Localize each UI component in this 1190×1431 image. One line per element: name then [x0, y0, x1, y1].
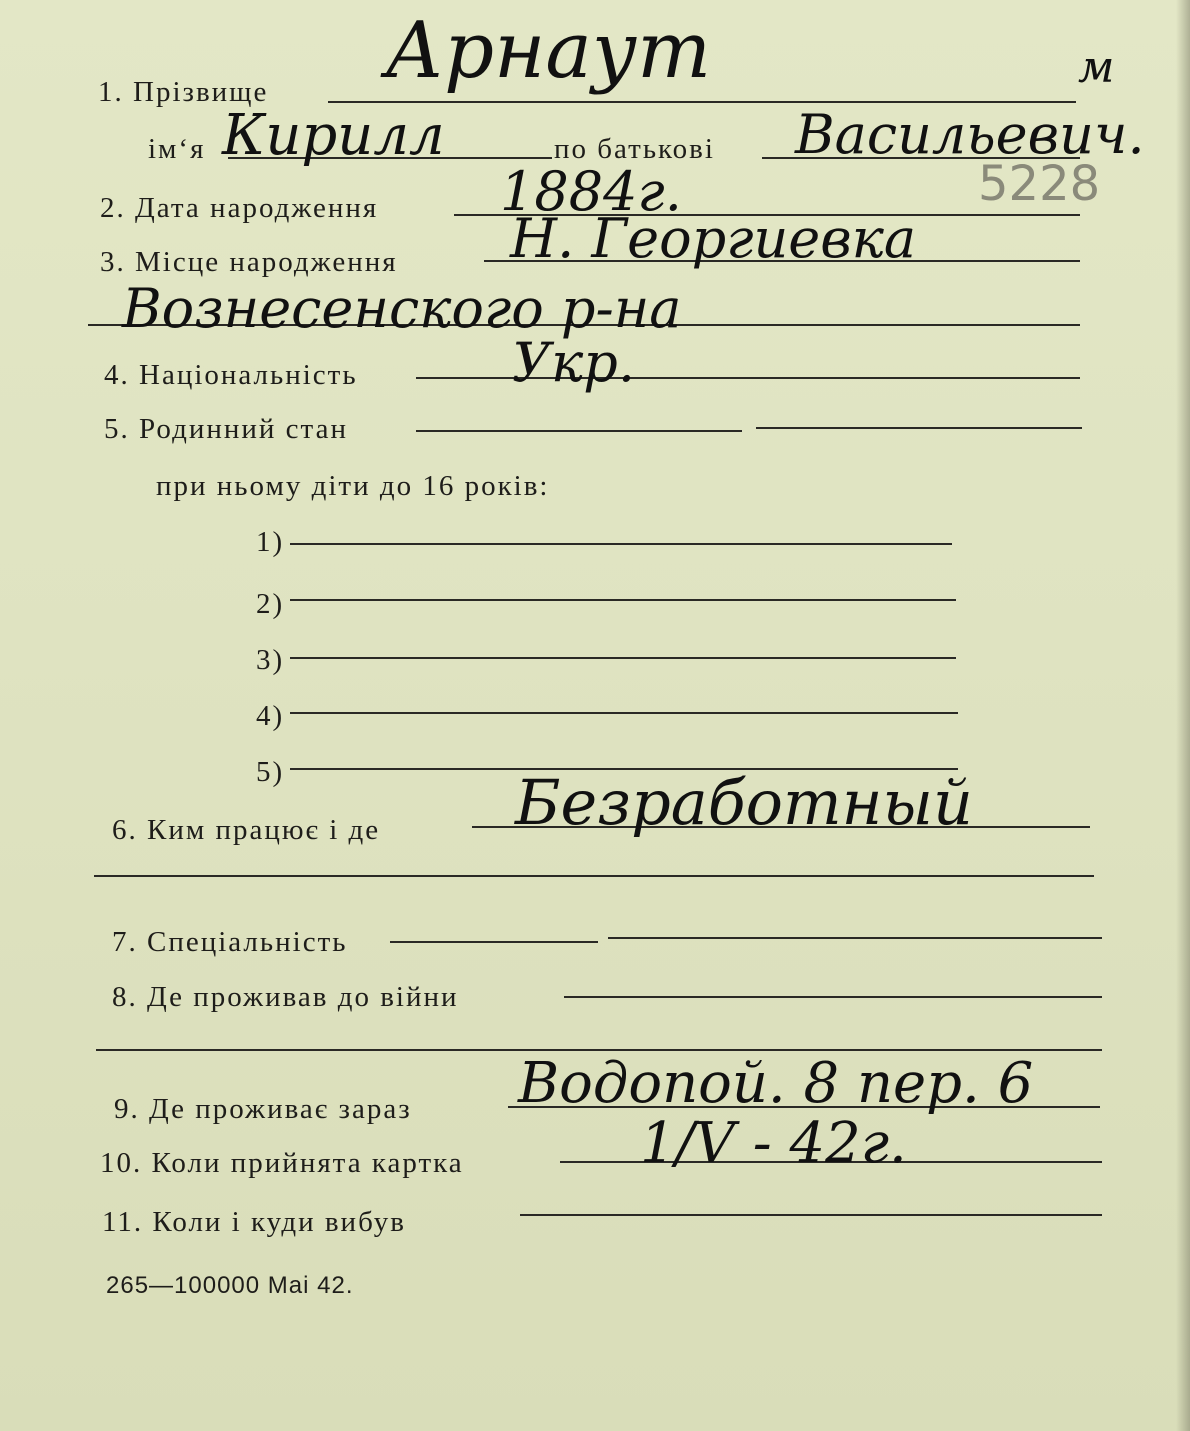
line-specialty-2 — [608, 937, 1102, 939]
hw-birth-place-2: Вознесенского р-на — [122, 277, 682, 340]
label-surname: 1. Прізвище — [98, 76, 269, 108]
line-marital-status-1 — [416, 430, 742, 432]
hw-current-address: Водопой. 8 пер. 6 — [518, 1051, 1034, 1116]
label-child-4: 4) — [256, 700, 285, 732]
hw-birth-date: 1884г. — [500, 160, 682, 223]
line-child-3 — [290, 657, 956, 659]
hw-sex-mark: м — [1078, 42, 1115, 93]
hw-occupation: Безработный — [515, 766, 973, 839]
label-first-name: ім‘я — [148, 133, 206, 165]
label-nationality: 4. Національність — [104, 359, 358, 391]
label-current-address: 9. Де проживає зараз — [114, 1093, 412, 1125]
line-marital-status-2 — [756, 427, 1082, 429]
label-patronymic: по батькові — [554, 133, 715, 165]
hw-birth-place-1: Н. Георгиевка — [510, 207, 917, 270]
label-children: при ньому діти до 16 років: — [156, 470, 550, 502]
hw-card-date: 1/V - 42г. — [640, 1111, 907, 1176]
label-child-1: 1) — [256, 526, 285, 558]
label-departure: 11. Коли і куди вибув — [102, 1206, 406, 1238]
label-child-2: 2) — [256, 588, 285, 620]
label-specialty: 7. Спеціальність — [112, 926, 348, 958]
label-marital-status: 5. Родинний стан — [104, 413, 348, 445]
hw-patronymic: Васильевич. — [795, 103, 1145, 166]
label-birth-date: 2. Дата народження — [100, 192, 379, 224]
line-departure — [520, 1214, 1102, 1216]
label-card-date: 10. Коли прийнята картка — [100, 1147, 464, 1179]
hw-nationality: Укр. — [512, 331, 636, 394]
label-birth-place: 3. Місце народження — [100, 246, 398, 278]
label-occupation: 6. Ким працює і де — [112, 814, 381, 846]
line-child-1 — [290, 543, 952, 545]
print-imprint: 265—100000 Mai 42. — [106, 1272, 354, 1299]
pencil-record-number: 5228 — [978, 156, 1101, 212]
line-occupation-2 — [94, 875, 1094, 877]
label-child-3: 3) — [256, 644, 285, 676]
line-child-2 — [290, 599, 956, 601]
hw-surname: Арнаут — [385, 6, 712, 96]
hw-first-name: Кирилл — [222, 103, 445, 168]
line-prewar-address — [564, 996, 1102, 998]
label-prewar-address: 8. Де проживав до війни — [112, 981, 459, 1013]
label-child-5: 5) — [256, 756, 285, 788]
line-specialty-1 — [390, 941, 598, 943]
line-child-4 — [290, 712, 958, 714]
